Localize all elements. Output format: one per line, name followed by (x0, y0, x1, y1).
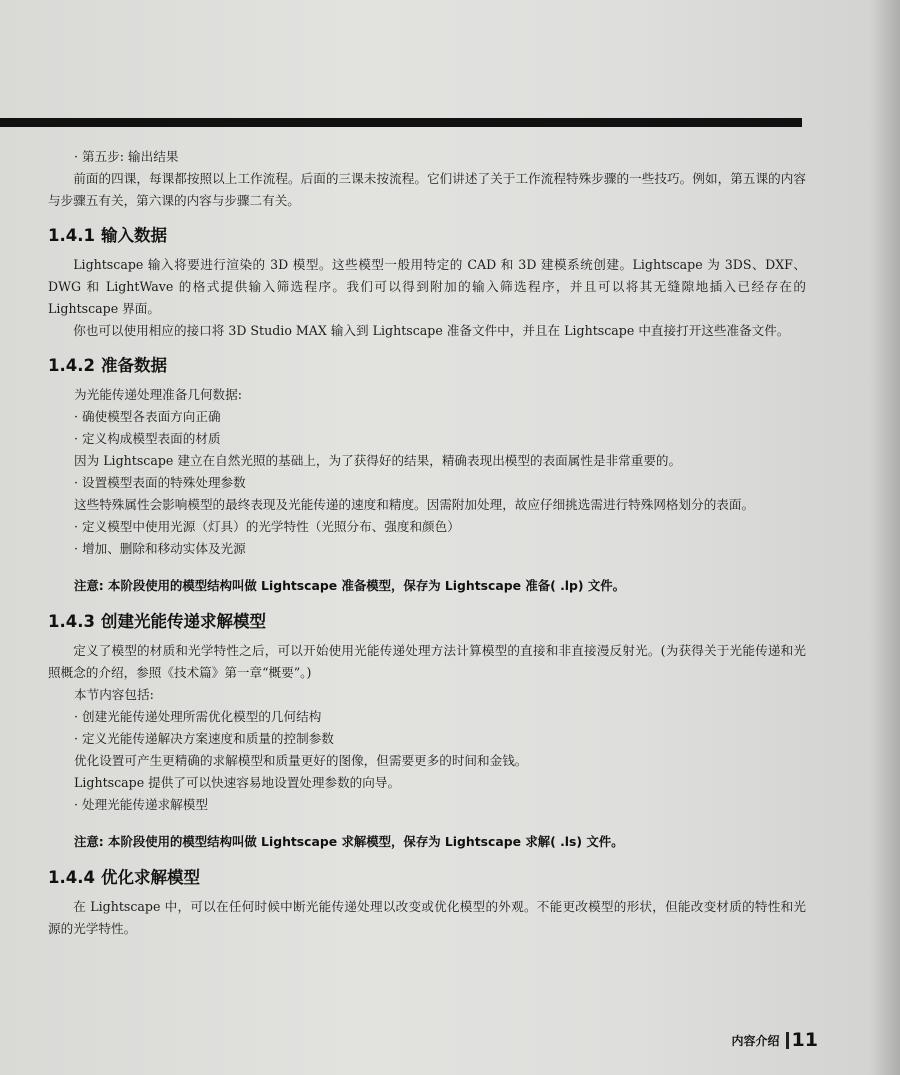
list-item: · 处理光能传递求解模型 (74, 797, 208, 812)
note-solution-model: 注意: 本阶段使用的模型结构叫做 Lightscape 求解模型，保存为 Lightscape 求解( .ls) 文件。 (74, 834, 624, 849)
heading-title: 优化求解模型 (100, 868, 200, 887)
note-prep-model: 注意: 本阶段使用的模型结构叫做 Lightscape 准备模型，保存为 Lightscape 准备( .lp) 文件。 (74, 578, 626, 593)
list-item: 优化设置可产生更精确的求解模型和质量更好的图像，但需要更多的时间和金钱。 (74, 753, 528, 768)
list-item: · 设置模型表面的特殊处理参数 (74, 475, 246, 490)
page-footer (732, 1029, 818, 1051)
heading-number: 1.4.2 (48, 356, 95, 375)
heading-number: 1.4.1 (48, 226, 95, 245)
heading-number: 1.4.3 (48, 612, 95, 631)
list-item: 为光能传递处理准备几何数据: (74, 387, 242, 402)
paragraph-lessons: 前面的四课，每课都按照以上工作流程。后面的三课未按流程。它们讲述了关于工作流程特殊步骤的一些技巧。例如，第五课的内容与步骤五有关，第六课的内容与步骤二有关。 (48, 171, 806, 208)
list-item: 因为 Lightscape 建立在自然光照的基础上，为了获得好的结果，精确表现出模型的表面属性是非常重要的。 (74, 453, 682, 468)
page-number: 11 (791, 1029, 818, 1051)
heading-1-4-1 (48, 222, 806, 250)
heading-number: 1.4.4 (48, 868, 95, 887)
list-item: · 定义光能传递解决方案速度和质量的控制参数 (74, 731, 334, 746)
heading-1-4-2 (48, 352, 806, 380)
paragraph-import: Lightscape 输入将要进行渲染的 3D 模型。这些模型一般用特定的 CAD 和 3D 建模系统创建。Lightscape 为 3DS、DXF、DWG 和 LightWave 的格式提供输入筛选程序。我们可以得到附加的输入筛选程序，并且可以将其无缝隙地插入已经存在的 Lightscape 界面。 (48, 257, 806, 316)
list-item: · 定义构成模型表面的材质 (74, 431, 221, 446)
list-item: 本节内容包括: (74, 687, 154, 702)
footer-section-title: 内容介绍 (731, 1033, 780, 1048)
page-body (48, 146, 806, 940)
heading-1-4-3 (48, 608, 806, 636)
header-rule (0, 118, 802, 127)
list-item: · 定义模型中使用光源（灯具）的光学特性（光照分布、强度和颜色） (74, 519, 460, 534)
list-item: · 创建光能传递处理所需优化模型的几何结构 (74, 709, 322, 724)
paragraph-3dsmax: 你也可以使用相应的接口将 3D Studio MAX 输入到 Lightscape 准备文件中，并且在 Lightscape 中直接打开这些准备文件。 (73, 323, 790, 338)
footer-divider (786, 1032, 789, 1049)
paragraph-optimize: 在 Lightscape 中，可以在任何时候中断光能传递处理以改变或优化模型的外观。不能更改模型的形状，但能改变材质的特性和光源的光学特性。 (48, 899, 806, 936)
paragraph-radiosity: 定义了模型的材质和光学特性之后，可以开始使用光能传递处理方法计算模型的直接和非直接漫反射光。(为获得关于光能传递和光照概念的介绍，参照《技术篇》第一章“概要”。) (48, 643, 806, 680)
page-edge-shadow (870, 0, 900, 1075)
list-item: 这些特殊属性会影响模型的最终表现及光能传递的速度和精度。因需附加处理，故应仔细挑选需进行特殊网格划分的表面。 (74, 497, 755, 512)
list-item: Lightscape 提供了可以快速容易地设置处理参数的向导。 (74, 775, 401, 790)
list-item: · 增加、删除和移动实体及光源 (74, 541, 246, 556)
heading-title: 创建光能传递求解模型 (100, 612, 266, 631)
step-five-item: · 第五步: 输出结果 (74, 149, 179, 164)
heading-1-4-4 (48, 864, 806, 892)
heading-title: 准备数据 (100, 356, 167, 375)
list-item: · 确使模型各表面方向正确 (74, 409, 221, 424)
heading-title: 输入数据 (100, 226, 167, 245)
